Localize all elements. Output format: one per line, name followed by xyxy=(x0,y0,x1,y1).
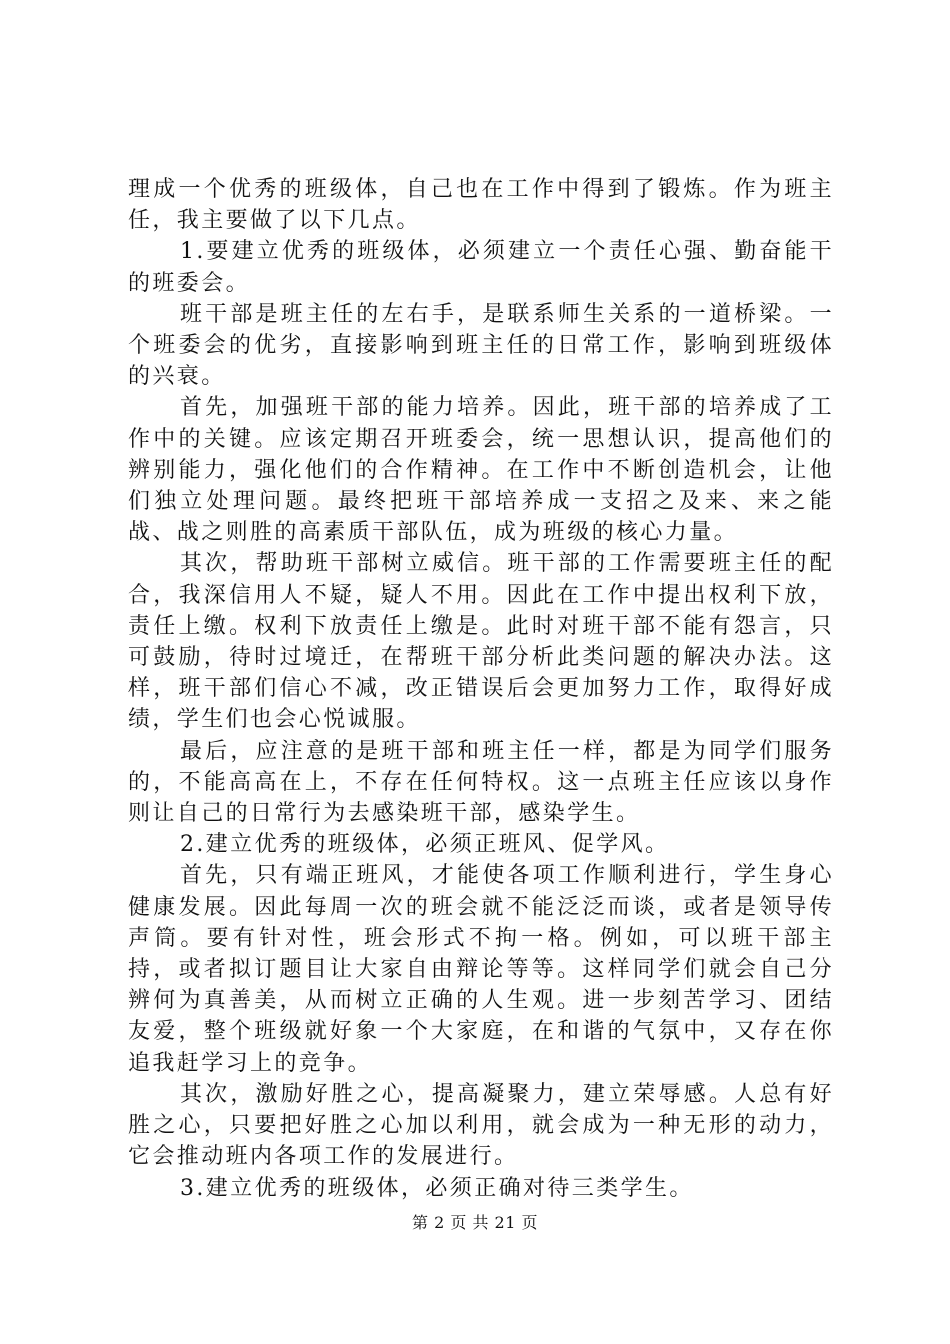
page-number-label: 第 2 页 共 21 页 xyxy=(412,1213,538,1232)
paragraph-3: 班干部是班主任的左右手，是联系师生关系的一道桥梁。一个班委会的优劣，直接影响到班主任的日常工作，影响到班级体的兴衰。 xyxy=(128,301,834,390)
paragraph-4: 首先，加强班干部的能力培养。因此，班干部的培养成了工作中的关键。应该定期召开班委会，统一思想认识，提高他们的辨别能力，强化他们的合作精神。在工作中不断创造机会，让他们独立处理问题。最终把班干部培养成一支招之及来、来之能战、战之则胜的高素质干部队伍，成为班级的核心力量。 xyxy=(128,395,834,546)
page-footer xyxy=(0,1213,950,1233)
paragraph-8: 首先，只有端正班风，才能使各项工作顺利进行，学生身心健康发展。因此每周一次的班会就不能泛泛而谈，或者是领导传声筒。要有针对性，班会形式不拘一格。例如，可以班干部主持，或者拟订题目让大家自由辩论等等。这样同学们就会自己分辨何为真善美，从而树立正确的人生观。进一步刻苦学习、团结友爱，整个班级就好象一个大家庭，在和谐的气氛中，又存在你追我赶学习上的竞争。 xyxy=(128,863,834,1076)
paragraph-5: 其次，帮助班干部树立威信。班干部的工作需要班主任的配合，我深信用人不疑，疑人不用。因此在工作中提出权利下放，责任上缴。权利下放责任上缴是。此时对班干部不能有怨言，只可鼓励，待时过境迁，在帮班干部分析此类问题的解决办法。这样，班干部们信心不减，改正错误后会更加努力工作，取得好成绩，学生们也会心悦诚服。 xyxy=(128,551,834,733)
paragraph-2: 1.要建立优秀的班级体，必须建立一个责任心强、勤奋能干的班委会。 xyxy=(128,239,834,296)
paragraph-7: 2.建立优秀的班级体，必须正班风、促学风。 xyxy=(180,832,670,858)
document-body xyxy=(128,174,834,1204)
paragraph-1: 理成一个优秀的班级体，自己也在工作中得到了锻炼。作为班主任，我主要做了以下几点。 xyxy=(128,177,834,234)
paragraph-9: 其次，激励好胜之心，提高凝聚力，建立荣辱感。人总有好胜之心，只要把好胜之心加以利用，就会成为一种无形的动力，它会推动班内各项工作的发展进行。 xyxy=(128,1081,834,1170)
paragraph-10: 3.建立优秀的班级体，必须正确对待三类学生。 xyxy=(180,1175,694,1201)
paragraph-6: 最后，应注意的是班干部和班主任一样，都是为同学们服务的，不能高高在上，不存在任何特权。这一点班主任应该以身作则让自己的日常行为去感染班干部，感染学生。 xyxy=(128,738,834,827)
